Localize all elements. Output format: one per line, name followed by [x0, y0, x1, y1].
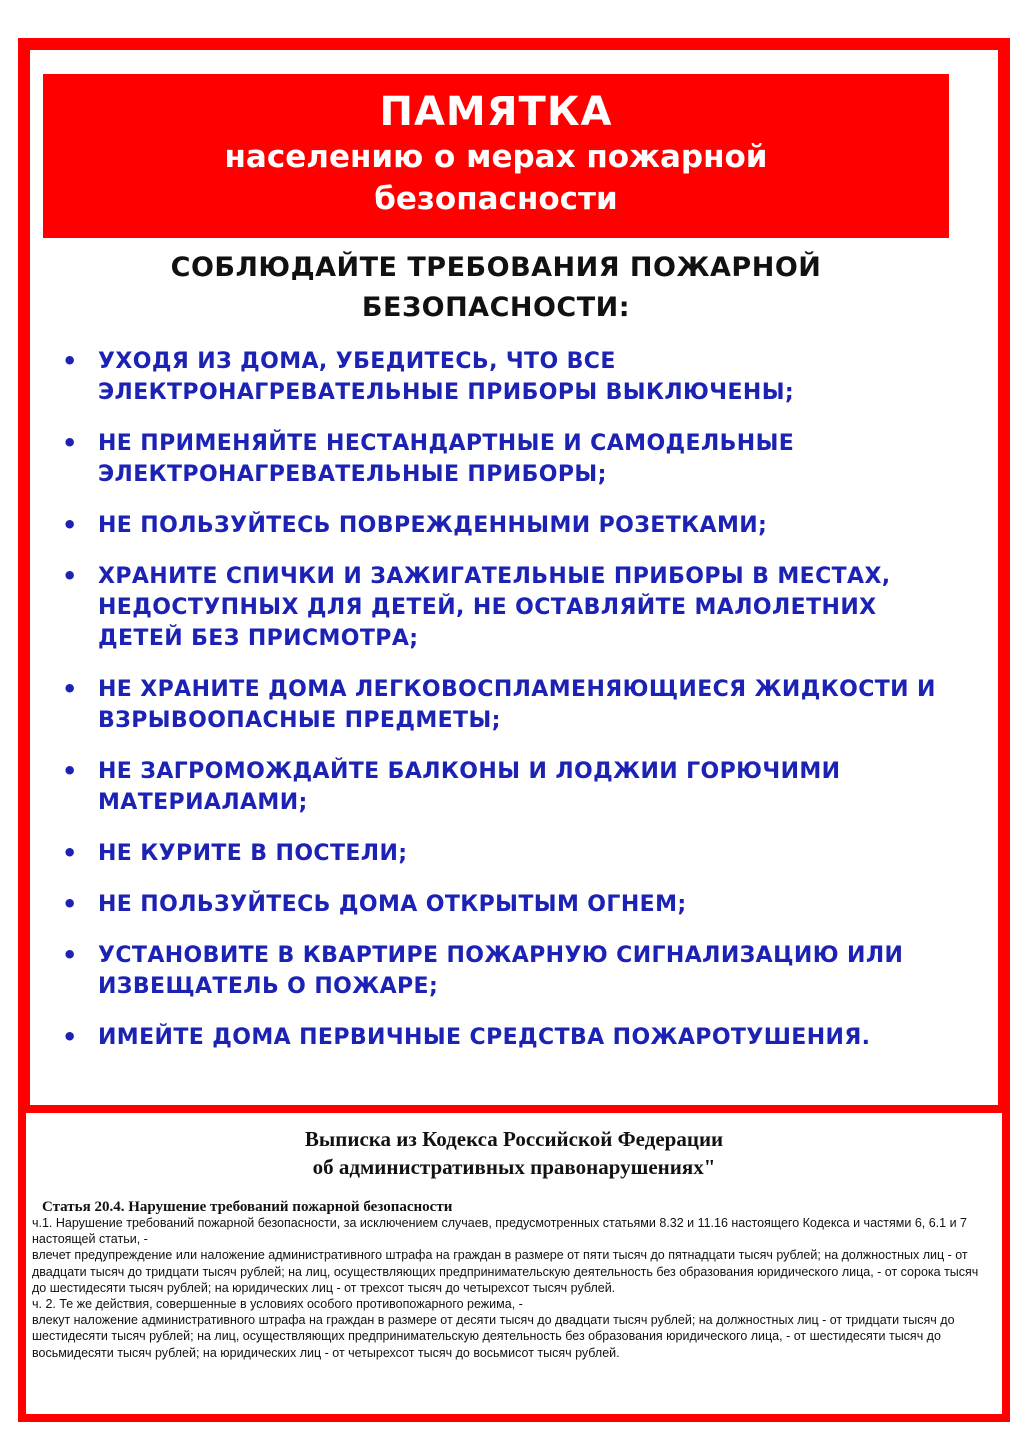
rule-item: • НЕ ПОЛЬЗУЙТЕСЬ ДОМА ОТКРЫТЫМ ОГНЕМ;	[62, 889, 962, 920]
article-paragraph: влекут наложение административного штрафа на граждан в размере от десяти тысяч до двадцати тысяч рублей; на должностных лиц - от тридцати тысяч до шестидесяти тысяч рублей; на лиц, осуществляющих предпринимательскую деятельность без образования юридического лица, - от шестидесяти тысяч до восьмидесяти тысяч рублей; на юридических лиц - от четырехсот тысяч до восьмисот тысяч рублей.	[32, 1313, 955, 1360]
poster-subtitle-line2: безопасности	[374, 181, 618, 217]
article-text	[32, 1215, 984, 1361]
rule-item: • НЕ КУРИТЕ В ПОСТЕЛИ;	[62, 838, 962, 869]
rule-item: • НЕ ЗАГРОМОЖДАЙТЕ БАЛКОНЫ И ЛОДЖИИ ГОРЮЧИМИ МАТЕРИАЛАМИ;	[62, 756, 962, 818]
requirements-heading	[30, 248, 962, 328]
title-banner	[43, 74, 949, 238]
law-title	[26, 1125, 1002, 1181]
law-excerpt-box	[18, 1105, 1010, 1422]
rule-item: • НЕ ПОЛЬЗУЙТЕСЬ ПОВРЕЖДЕННЫМИ РОЗЕТКАМИ;	[62, 510, 962, 541]
rule-item: • УХОДЯ ИЗ ДОМА, УБЕДИТЕСЬ, ЧТО ВСЕ ЭЛЕКТРОНАГРЕВАТЕЛЬНЫЕ ПРИБОРЫ ВЫКЛЮЧЕНЫ;	[62, 346, 962, 408]
poster-title: ПАМЯТКА	[379, 89, 613, 135]
article-paragraph: влечет предупреждение или наложение административного штрафа на граждан в размере от пяти тысяч до пятнадцати тысяч рублей; на должностных лиц - от двадцати тысяч до тридцати тысяч рублей; на лиц, осуществляющих предпринимательскую деятельность без образования юридического лица, - от сорока тысяч до шестидесяти тысяч рублей; на юридических лиц - от трехсот тысяч до четырехсот тысяч рублей.	[32, 1248, 979, 1295]
law-title-line1: Выписка из Кодекса Российской Федерации	[304, 1127, 724, 1151]
heading-line2: БЕЗОПАСНОСТИ:	[361, 292, 631, 323]
heading-line1: СОБЛЮДАЙТЕ ТРЕБОВАНИЯ ПОЖАРНОЙ	[170, 252, 822, 283]
rule-item: • ИМЕЙТЕ ДОМА ПЕРВИЧНЫЕ СРЕДСТВА ПОЖАРОТУШЕНИЯ.	[62, 1022, 962, 1053]
rule-item: • УСТАНОВИТЕ В КВАРТИРЕ ПОЖАРНУЮ СИГНАЛИЗАЦИЮ ИЛИ ИЗВЕЩАТЕЛЬ О ПОЖАРЕ;	[62, 940, 962, 1002]
law-title-line2: об административных правонарушениях"	[312, 1155, 716, 1179]
rule-item: • НЕ ХРАНИТЕ ДОМА ЛЕГКОВОСПЛАМЕНЯЮЩИЕСЯ ЖИДКОСТИ И ВЗРЫВООПАСНЫЕ ПРЕДМЕТЫ;	[62, 674, 962, 736]
safety-rules-list	[62, 346, 962, 1073]
article-heading: Статья 20.4. Нарушение требований пожарной безопасности	[42, 1199, 453, 1215]
article-paragraph: ч.1. Нарушение требований пожарной безопасности, за исключением случаев, предусмотренных статьями 8.32 и 11.16 настоящего Кодекса и частями 6, 6.1 и 7 настоящей статьи, -	[32, 1216, 967, 1247]
rule-item: • ХРАНИТЕ СПИЧКИ И ЗАЖИГАТЕЛЬНЫЕ ПРИБОРЫ В МЕСТАХ, НЕДОСТУПНЫХ ДЛЯ ДЕТЕЙ, НЕ ОСТАВЛЯЙТЕ МАЛОЛЕТНИХ ДЕТЕЙ БЕЗ ПРИСМОТРА;	[62, 561, 962, 654]
article-paragraph: ч. 2. Те же действия, совершенные в условиях особого противопожарного режима, -	[32, 1297, 523, 1312]
rule-item: • НЕ ПРИМЕНЯЙТЕ НЕСТАНДАРТНЫЕ И САМОДЕЛЬНЫЕ ЭЛЕКТРОНАГРЕВАТЕЛЬНЫЕ ПРИБОРЫ;	[62, 428, 962, 490]
poster-subtitle-line1: населению о мерах пожарной	[224, 139, 768, 175]
